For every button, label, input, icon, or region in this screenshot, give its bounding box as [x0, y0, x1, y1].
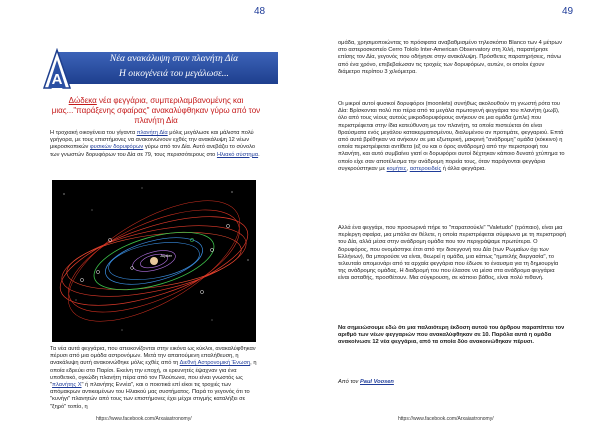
- solar-system-link[interactable]: Ηλιακό σύστημα: [216, 151, 259, 158]
- left-footer-url[interactable]: https://www.facebook.com/Arxaiastronomy/: [96, 416, 192, 422]
- article-credit: [338, 379, 566, 386]
- orbit-diagram-image: [52, 180, 256, 342]
- headline-link[interactable]: Δώδεκα: [68, 96, 97, 105]
- article-headline: [50, 96, 262, 126]
- right-p2-text: Οι μικροί αυτοί φυσικοί δορυφόροι (moonlets) συνήθως ακολουθούν τη γνωστή ρότα του Δία: Βρίσκονται πολύ πιο πέρα από τα μεγάλα πρωτογενή φεγγάρια του πλανήτη (μωβ), όλο από τους νέους αυτούς μικροδορυφόρους ανήκουν σε μια ομάδα (μπλε) που περιστρέφεται στην ίδια κατεύθυνση με τον πλανήτη, τα οποία πιστεύεται ότι είναι θραύσματα ενός μεγάλου κατακερματισμένου, διαλυμένου αν προτιμάτε, φεγγαριού. Επτά από αυτά βρέθηκαν να ανήκουν σε μια εξωτερική, μακρινή "ανάδρομη" ομάδα (κόκκινο) η οποία περιστρέφεται αντίθετα (εξ ου και ο όρος ανάδρομη) από την περιστροφή του πλανήτη, και αυτό συμβαίνει γιατί οι δορυφόροι αυτοί δέχτηκαν κάποιο δυνατό χτύπημα το οποίο είχε σαν αποτέλεσμα την ανάδρομη πορεία τους, όταν παράγονται φεγγάρια συγκρούστηκαν με: [338, 101, 565, 172]
- credit-prefix: Από τον: [338, 379, 360, 385]
- banner-text: [74, 52, 274, 82]
- right-paragraph-1: ομάδα, χρησιμοποιώντας το πρόσφατα αναβαθμισμένο τηλεσκόπιο Blanco των 4 μέτρων στο αστεροσκοπείο Cerro Tololo Inter-American Observatory στη Χιλή, παρατήρησε επίσης τον Δία, γεγονός που οδήγησε στην ανακάλυψη. Πρόσθετες παρατηρήσεις, πάνω από ένα χρόνο, επιβεβαίωσαν τις τροχιές των δορυφόρων, αυτών, οι οποίοι έχουν διάμετρο περίπου 3 χιλιόμετρα.: [338, 40, 562, 75]
- banner-line-1: Νέα ανακάλυψη στον πλανήτη Δία: [109, 54, 239, 64]
- comets-link[interactable]: κομήτες: [386, 165, 407, 172]
- right-p2-sep: ,: [406, 165, 410, 172]
- lower-left-paragraph: [50, 346, 262, 411]
- right-p2-end: ή άλλα φεγγάρια.: [441, 165, 486, 172]
- jupiter-link[interactable]: πλανήτη Δία: [136, 130, 168, 136]
- left-page-number: 48: [254, 6, 266, 17]
- iau-link[interactable]: Διεθνή Αστρονομική Ένωση: [179, 360, 251, 367]
- moons-link[interactable]: φυσικών δορυφόρων: [89, 144, 144, 151]
- banner-line-2: Η οικογένειά του μεγάλωσε...: [119, 69, 229, 79]
- intro-text-3: γύρω από τον Δία. Αυτό ανεβάζει το σύνολο των γνωστών δορυφόρων του Δία σε 79, τους περισσότερους στο: [50, 144, 255, 158]
- headline-text: νέα φεγγάρια, συμπεριλαμβανομένης και μιας..."παράξενης σφαίρας" ανακαλύφθηκαν γύρω από τον πλανήτη Δία: [51, 96, 261, 125]
- title-banner: [42, 48, 278, 90]
- lower-left-text-3: " ή πλανήτης Εννέα", και ο ποιοτικά επί είκοι τις τροχιές των απόμακρων αντικειμένων του Ηλιακού μας συστήματος. Παρά το γεγονός ότι το "κυνήγι" πλανητών από τους των επιστήμονες έχει μέχρι στιγμής καταλήξει σε "ξηρό" τοπίο, η: [50, 382, 250, 410]
- right-paragraph-3: Αλλά ένα φεγγάρι, που προσωρινά πήρε το "παρατσούκλι" "Valetudo" (τρόπαιο), είναι μια περίεργη σφαίρα, μια μπάλα αν θέλετε, η οποία περιστρέφεται σύμφωνα με τη περιστροφή του Δία, αλλά μέσα στην ανάδρομη ομάδα που τον περιγράψαμε πρωτύτερα. Ο δορυφόρος, που ονομάστηκε έτσι από την δισεγγονή του Δία (των Ρωμαίων όχι των Ελλήνων), θα μπορούσε να είναι, θεωρεί η ομάδα, μια κάπως "ημιτελής διεργασία", το τελευταίο απομεινάρι από τα αρχαία φεγγάρια που έδωσε το έναυσμα για τη δημιουργία της ανάδρομης ομάδας. Η διαδρομή του που έλασσε να μέσα στα ανάδρομα φεγγάρια είναι ασταθής, προσθέτουν. Μια σύγκρουση, σε κάποιο βάθος, είναι πολύ πιθανή.: [338, 225, 566, 282]
- lower-left-text-1: Τα νέα αυτά φεγγάρια, που απεικονίζονται στην εικόνα ως κύκλοι, ανακαλύφθηκαν πέρυσι από μια ομάδα αστρονόμων. Μετά την απαιτούμενη επαλήθευση, η ανακάλυψη αυτή ανακοινώθηκε μόλις εχθές από τη: [50, 346, 256, 367]
- intro-paragraph: [50, 130, 262, 159]
- author-link[interactable]: Paul Voosen: [359, 379, 394, 385]
- orbit-diagram: [52, 180, 256, 342]
- astronomy-logo-icon: [42, 48, 72, 90]
- planet-x-link[interactable]: πλανήτης Χ: [52, 382, 82, 389]
- right-footer-url[interactable]: https://www.facebook.com/Arxaiastronomy/: [398, 416, 494, 422]
- right-page: [300, 0, 600, 424]
- intro-text-4: .: [258, 151, 260, 158]
- lower-left-text-2: , η οποία εδρεύει στο Παρίσι. Εκείνη την εποχή, οι ερευνητές έψαχναν για ένα υποθετικό, ογκώδη πλανήτη πέρα από τον Πλούτωνα, που είναι γνωστός ως ": [50, 360, 257, 389]
- intro-text-1: Η τροχιακή οικογένεια του γίγαντα: [50, 130, 137, 136]
- right-page-number: 49: [562, 6, 574, 17]
- jupiter-label: Jupiter: [160, 253, 173, 258]
- intro-text-2: μόλις μεγάλωσε και μάλιστα πολύ γρήγορα, με τους επιστήμονες να ανακοινώνουν εχθές την ανακάλυψη 12 νέων μικροσκοπικών: [50, 130, 254, 151]
- svg-text:A: A: [51, 71, 63, 88]
- right-paragraph-4: Να σημειώσουμε εδώ ότι μια παλαιότερη έκδοση αυτού του άρθρου παραπίπτει τον αριθμό των νέων φεγγαριών που ανακαλύφθηκαν σε 10. Παρόλα αυτά η ομάδα ανακοίνωσε 12 νέα φεγγάρια, από τα οποία δύο ανακοινώθηκαν πέρυσι.: [338, 325, 565, 346]
- asteroids-link[interactable]: αστεροειδείς: [409, 165, 442, 172]
- right-paragraph-2: [338, 101, 566, 173]
